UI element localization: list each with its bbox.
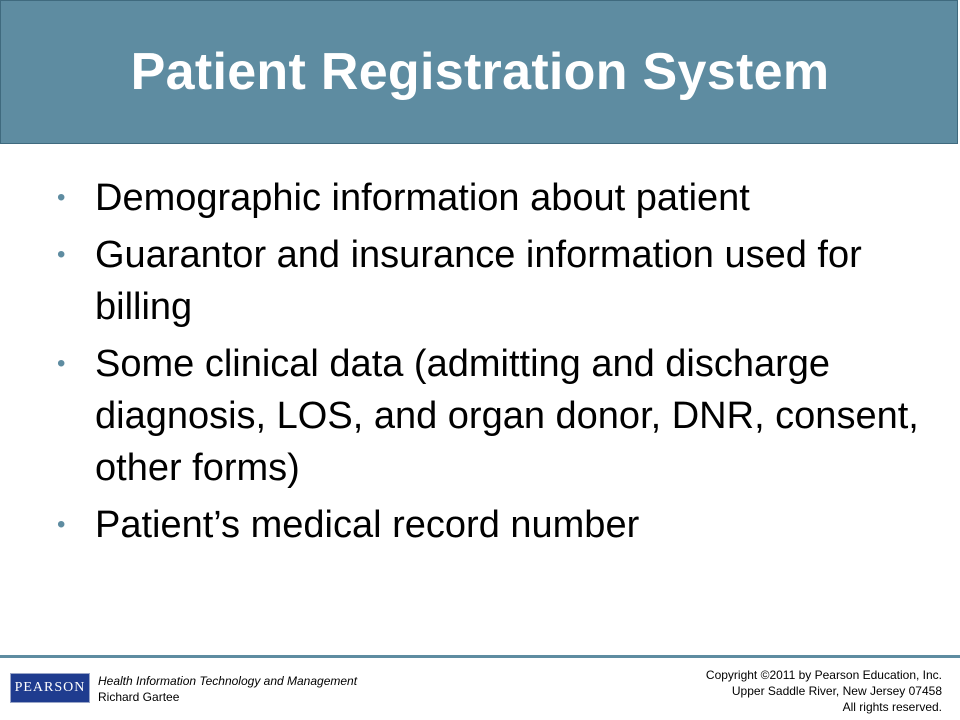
bullet-text: Guarantor and insurance information used for billing bbox=[95, 234, 862, 328]
logo-text: PEARSON bbox=[14, 680, 86, 695]
copyright-rights: All rights reserved. bbox=[842, 700, 942, 714]
bullet-item bbox=[0, 172, 960, 224]
copyright-address: Upper Saddle River, New Jersey 07458 bbox=[731, 684, 942, 698]
copyright-notice bbox=[706, 667, 942, 715]
bullet-text: Patient’s medical record number bbox=[95, 504, 640, 546]
bullet-text: Some clinical data (admitting and discharge diagnosis, LOS, and organ donor, DNR, consent, other forms) bbox=[95, 343, 919, 489]
bullet-item bbox=[0, 499, 960, 551]
bullet-list bbox=[0, 172, 960, 556]
footer-divider bbox=[0, 655, 960, 658]
bullet-dot-icon: • bbox=[57, 350, 66, 377]
copyright-line: Copyright ©2011 by Pearson Education, Inc. bbox=[705, 668, 942, 682]
bullet-dot-icon: • bbox=[57, 511, 66, 538]
slide-title: Patient Registration System bbox=[130, 43, 830, 101]
bullet-item bbox=[0, 338, 960, 494]
bullet-dot-icon: • bbox=[57, 241, 66, 268]
book-title: Health Information Technology and Management bbox=[98, 674, 358, 688]
author-name: Richard Gartee bbox=[98, 690, 180, 704]
pearson-logo bbox=[10, 673, 90, 703]
footer-credits bbox=[98, 673, 357, 705]
bullet-item bbox=[0, 229, 960, 333]
bullet-text: Demographic information about patient bbox=[95, 177, 750, 219]
bullet-dot-icon: • bbox=[57, 184, 66, 211]
